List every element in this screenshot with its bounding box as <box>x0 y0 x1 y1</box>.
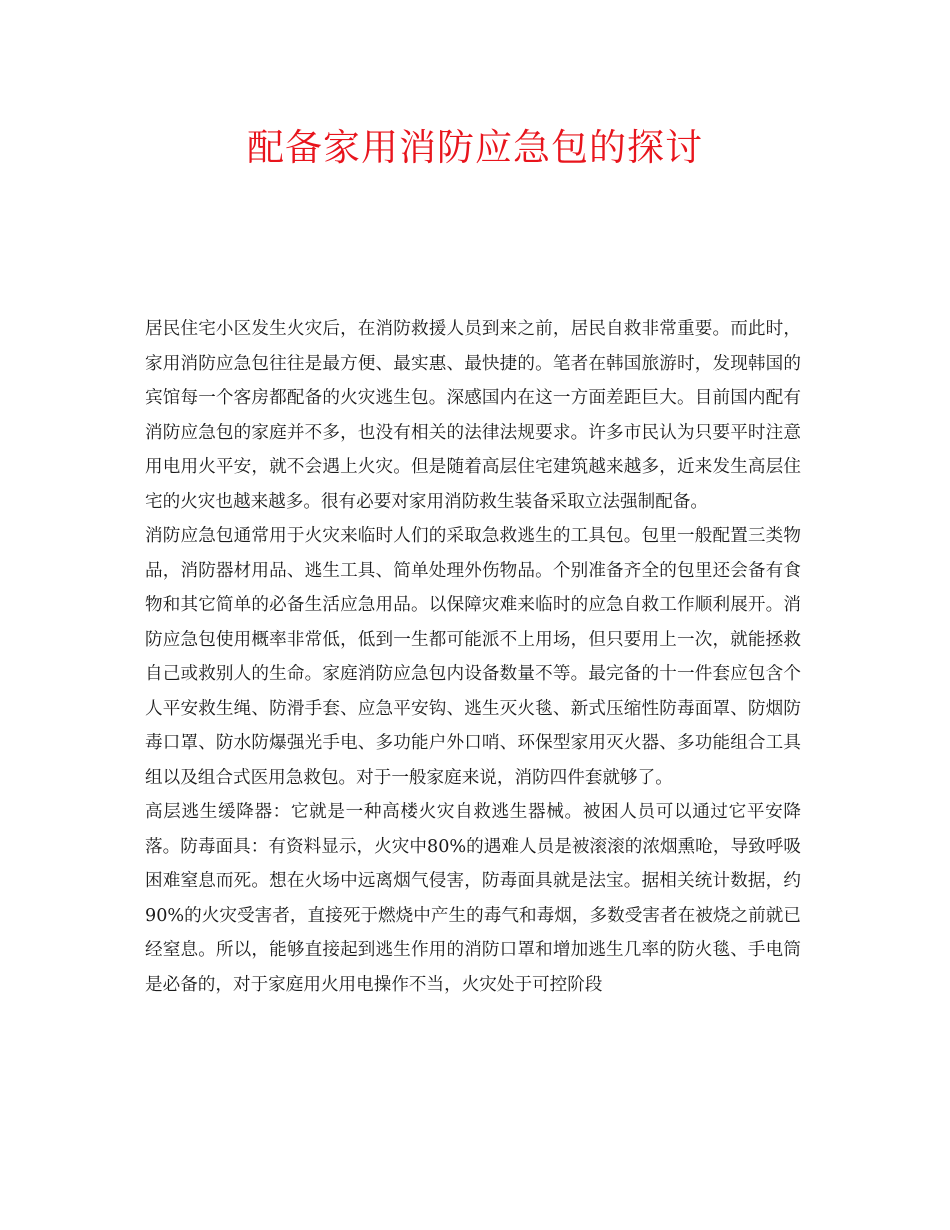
document-body <box>145 312 801 1002</box>
document-title: 配备家用消防应急包的探讨 <box>247 126 703 169</box>
paragraph-1: 居民住宅小区发生火灾后，在消防救援人员到来之前，居民自救非常重要。而此时，家用消防应急包往往是最方便、最实惠、最快捷的。笔者在韩国旅游时，发现韩国的宾馆每一个客房都配备的火灾逃生包。深感国内在这一方面差距巨大。目前国内配有消防应急包的家庭并不多，也没有相关的法律法规要求。许多市民认为只要平时注意用电用火平安，就不会遇上火灾。但是随着高层住宅建筑越来越多，近来发生高层住宅的火灾也越来越多。很有必要对家用消防救生装备采取立法强制配备。 <box>145 319 801 512</box>
paragraph-2: 消防应急包通常用于火灾来临时人们的采取急救逃生的工具包。包里一般配置三类物品，消防器材用品、逃生工具、简单处理外伤物品。个别准备齐全的包里还会备有食物和其它简单的必备生活应急用品。以保障灾难来临时的应急自救工作顺利展开。消防应急包使用概率非常低，低到一生都可能派不上用场，但只要用上一次，就能拯救自己或救别人的生命。家庭消防应急包内设备数量不等。最完备的十一件套应包含个人平安救生绳、防滑手套、应急平安钩、逃生灭火毯、新式压缩性防毒面罩、防烟防毒口罩、防水防爆强光手电、多功能户外口哨、环保型家用灭火器、多功能组合工具组以及组合式医用急救包。对于一般家庭来说，消防四件套就够了。 <box>145 526 801 788</box>
paragraph-3: 高层逃生缓降器：它就是一种高楼火灾自救逃生器械。被困人员可以通过它平安降落。防毒面具：有资料显示，火灾中80%的遇难人员是被滚滚的浓烟熏呛，导致呼吸困难窒息而死。想在火场中远离烟气侵害，防毒面具就是法宝。据相关统计数据，约90%的火灾受害者，直接死于燃烧中产生的毒气和毒烟，多数受害者在被烧之前就已经窒息。所以，能够直接起到逃生作用的消防口罩和增加逃生几率的防火毯、手电筒是必备的，对于家庭用火用电操作不当，火灾处于可控阶段 <box>145 802 801 995</box>
